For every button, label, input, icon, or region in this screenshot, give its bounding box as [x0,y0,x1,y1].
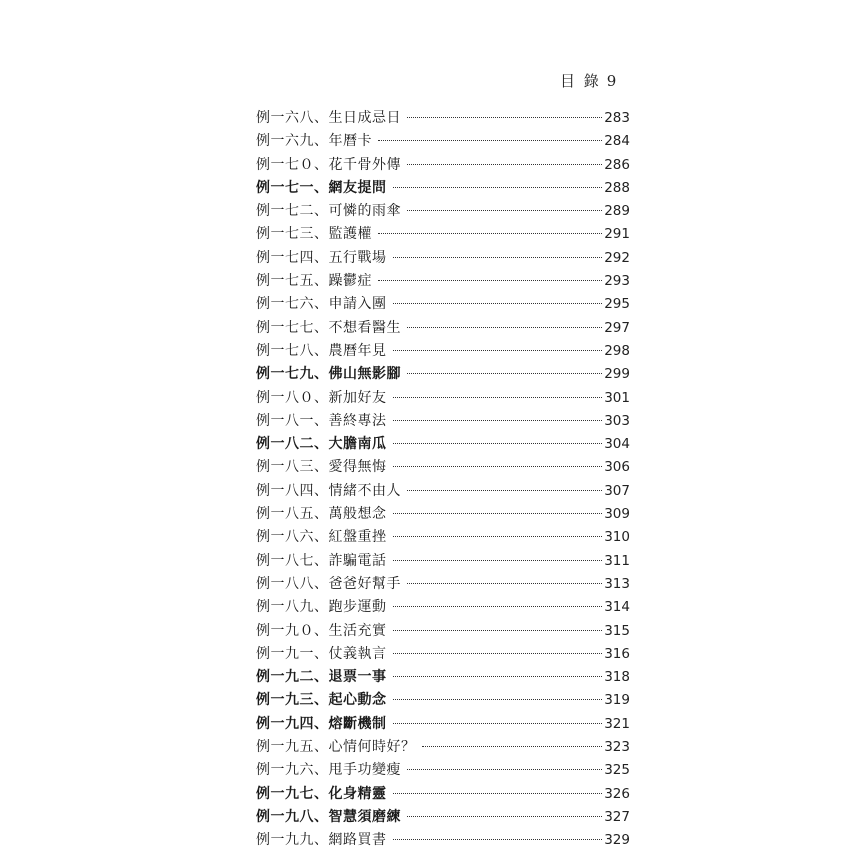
toc-entry-title: 例一七八、農曆年見 [256,342,387,359]
toc-entry-page: 323 [604,739,630,756]
toc-entry-page: 291 [604,226,630,243]
toc-entry-title: 例一七一、網友提問 [256,179,387,196]
toc-entry-title: 例一七五、躁鬱症 [256,273,372,290]
page-number: 9 [606,72,619,90]
dot-leader [393,723,603,724]
toc-entry [256,480,630,503]
toc-entry-title: 例一九二、退票一事 [256,669,387,686]
toc-entry [256,456,630,479]
toc-entry-page: 309 [604,506,630,523]
toc-entry [256,223,630,246]
toc-entry-title: 例一八六、紅盤重挫 [256,529,387,546]
toc-entry [256,806,630,829]
toc-entry [256,387,630,410]
toc-entry-page: 310 [604,529,630,546]
toc-entry-page: 303 [604,412,630,429]
toc-entry-page: 289 [604,203,630,220]
toc-entry-title: 例一六九、年曆卡 [256,133,372,150]
toc-entry [256,526,630,549]
toc-entry-title: 例一八四、情緒不由人 [256,482,401,499]
toc-entry-title: 例一八０、新加好友 [256,389,387,406]
dot-leader [393,653,603,654]
toc-entry [256,293,630,316]
toc-entry-page: 315 [604,622,630,639]
toc-entry [256,829,630,850]
toc-entry [256,689,630,712]
dot-leader [393,676,603,677]
toc-entry [256,410,630,433]
dot-leader [393,839,603,840]
dot-leader [393,536,603,537]
toc-entry-title: 例一七二、可憐的雨傘 [256,203,401,220]
toc-entry-title: 例一九五、心情何時好？ [256,739,416,756]
dot-leader [407,210,602,211]
toc-entry-title: 例一九七、化身精靈 [256,785,387,802]
toc-entry-page: 314 [604,599,630,616]
dot-leader [393,350,603,351]
toc-entry [256,200,630,223]
toc-entry-page: 295 [604,296,630,313]
dot-leader [407,373,602,374]
toc-entry [256,620,630,643]
toc-entry [256,130,630,153]
dot-leader [422,746,603,747]
toc-entry [256,550,630,573]
toc-entry-title: 例一九九、網路買書 [256,832,387,849]
dot-leader [378,140,602,141]
toc-entry-page: 297 [604,319,630,336]
dot-leader [378,280,602,281]
dot-leader [393,397,603,398]
dot-leader [393,560,603,561]
dot-leader [393,257,603,258]
toc-entry-page: 311 [604,552,630,569]
toc-entry-page: 325 [604,762,630,779]
toc-entry-page: 327 [604,808,630,825]
toc-entry-title: 例一九一、仗義執言 [256,645,387,662]
toc-entry-page: 283 [604,110,630,126]
toc-entry [256,573,630,596]
toc-entry [256,596,630,619]
toc-entry-page: 286 [604,156,630,173]
toc-entry-page: 307 [604,482,630,499]
dot-leader [407,327,602,328]
toc-entry [256,736,630,759]
toc-entry-page: 313 [604,575,630,592]
page-header [560,70,618,91]
dot-leader [407,816,602,817]
dot-leader [393,420,603,421]
toc-entry [256,759,630,782]
toc-entry [256,643,630,666]
toc-entry-title: 例一九六、甩手功變瘦 [256,762,401,779]
toc-entry-page: 304 [604,436,630,453]
toc-entry-page: 292 [604,249,630,266]
toc-entry-title: 例一八九、跑步運動 [256,599,387,616]
toc-entry-title: 例一七六、申請入團 [256,296,387,313]
toc-entry-page: 301 [604,389,630,406]
dot-leader [407,164,602,165]
toc-entry-page: 288 [604,179,630,196]
toc-entry-title: 例一八二、大膽南瓜 [256,436,387,453]
toc-entry [256,107,630,130]
toc-entry-title: 例一九三、起心動念 [256,692,387,709]
table-of-contents [256,107,630,850]
dot-leader [407,490,602,491]
toc-entry [256,317,630,340]
dot-leader [393,443,603,444]
toc-entry-title: 例一六八、生日成忌日 [256,110,401,126]
dot-leader [393,630,603,631]
toc-entry-title: 例一七０、花千骨外傳 [256,156,401,173]
toc-entry [256,503,630,526]
toc-entry [256,177,630,200]
toc-entry-title: 例一八一、善終專法 [256,412,387,429]
dot-leader [393,466,603,467]
toc-entry [256,270,630,293]
toc-entry-page: 321 [604,715,630,732]
toc-entry-title: 例一九八、智慧須磨練 [256,808,401,825]
dot-leader [407,769,602,770]
dot-leader [393,187,603,188]
toc-entry-title: 例一九四、熔斷機制 [256,715,387,732]
toc-entry-title: 例一七三、監護權 [256,226,372,243]
toc-entry [256,340,630,363]
dot-leader [393,699,603,700]
section-title: 目 錄 [560,72,601,90]
toc-entry [256,154,630,177]
toc-entry-title: 例一七七、不想看醫生 [256,319,401,336]
toc-entry [256,363,630,386]
toc-entry [256,247,630,270]
toc-entry-title: 例一八八、爸爸好幫手 [256,575,401,592]
toc-entry-page: 284 [604,133,630,150]
dot-leader [393,606,603,607]
toc-entry-title: 例一八五、萬般想念 [256,506,387,523]
toc-entry-page: 329 [604,832,630,849]
dot-leader [393,303,603,304]
toc-entry-page: 319 [604,692,630,709]
toc-entry [256,666,630,689]
toc-entry-title: 例一九０、生活充實 [256,622,387,639]
toc-entry-page: 298 [604,342,630,359]
toc-entry [256,433,630,456]
toc-entry-page: 306 [604,459,630,476]
toc-entry-page: 326 [604,785,630,802]
dot-leader [407,583,602,584]
dot-leader [393,513,603,514]
toc-entry [256,783,630,806]
toc-entry-title: 例一七九、佛山無影腳 [256,366,401,383]
dot-leader [378,233,602,234]
dot-leader [393,793,603,794]
toc-entry-title: 例一八三、愛得無悔 [256,459,387,476]
toc-entry-page: 293 [604,273,630,290]
toc-entry-title: 例一七四、五行戰場 [256,249,387,266]
toc-entry-page: 316 [604,645,630,662]
dot-leader [407,117,602,118]
toc-entry [256,713,630,736]
toc-entry-title: 例一八七、詐騙電話 [256,552,387,569]
toc-entry-page: 318 [604,669,630,686]
toc-entry-page: 299 [604,366,630,383]
